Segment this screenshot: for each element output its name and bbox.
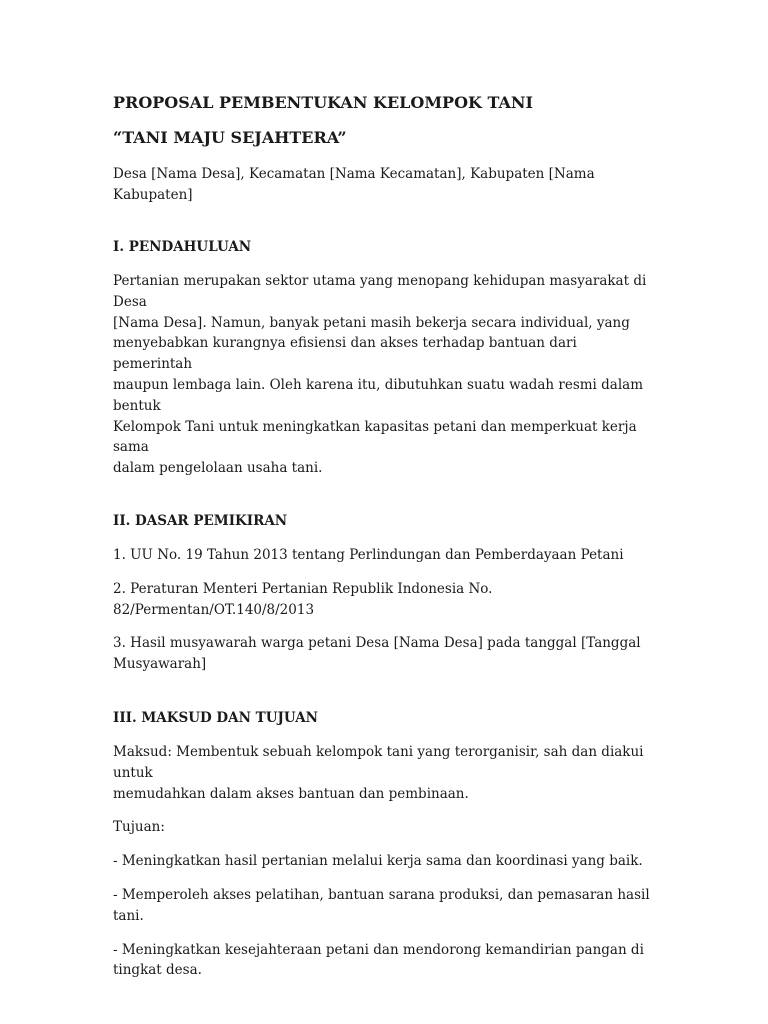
text-line: tingkat desa. [113,962,202,979]
section-heading-maksud: III. MAKSUD DAN TUJUAN [113,709,319,726]
document-subtitle: “TANI MAJU SEJAHTERA” [113,128,347,147]
text-line: Kelompok Tani untuk meningkatkan kapasitas petani dan memperkuat kerja sama [113,418,637,456]
text-line: memudahkan dalam akses bantuan dan pembinaan. [113,785,469,802]
list-item-dasar-2 [113,579,658,621]
text-line: - Memperoleh akses pelatihan, bantuan sarana produksi, dan pemasaran hasil tani. [113,886,650,924]
list-item-dasar-1 [113,545,658,566]
text-line: menyebabkan kurangnya efisiensi dan akses terhadap bantuan dari pemerintah [113,335,577,373]
document-page [113,92,658,981]
text-line: - Meningkatkan hasil pertanian melalui kerja sama dan koordinasi yang baik. [113,853,643,870]
document-location: Desa [Nama Desa], Kecamatan [Nama Kecamatan], Kabupaten [Nama Kabupaten] [113,166,595,203]
text-line: 82/Permentan/OT.140/8/2013 [113,601,315,618]
section-heading-dasar: II. DASAR PEMIKIRAN [113,512,288,529]
list-item-tujuan-3 [113,940,658,982]
list-item-tujuan-2 [113,885,658,927]
text-line: 1. UU No. 19 Tahun 2013 tentang Perlindungan dan Pemberdayaan Petani [113,546,624,563]
paragraph-pendahuluan [113,271,658,479]
text-line: [Nama Desa]. Namun, banyak petani masih bekerja secara individual, yang [113,314,630,331]
text-line: 2. Peraturan Menteri Pertanian Republik Indonesia No. [113,580,493,597]
text-line: dalam pengelolaan usaha tani. [113,460,323,477]
text-line: maupun lembaga lain. Oleh karena itu, dibutuhkan suatu wadah resmi dalam bentuk [113,376,644,414]
paragraph-maksud [113,742,658,804]
tujuan-label [113,817,658,838]
document-title: PROPOSAL PEMBENTUKAN KELOMPOK TANI [113,93,534,112]
text-line: 3. Hasil musyawarah warga petani Desa [Nama Desa] pada tanggal [Tanggal [113,635,641,652]
text-line: - Meningkatkan kesejahteraan petani dan mendorong kemandirian pangan di [113,941,644,958]
list-item-tujuan-1 [113,851,658,872]
section-heading-pendahuluan: I. PENDAHULUAN [113,239,252,255]
list-item-dasar-3 [113,633,658,675]
text-line: Pertanian merupakan sektor utama yang menopang kehidupan masyarakat di Desa [113,273,647,310]
text-line: Maksud: Membentuk sebuah kelompok tani yang terorganisir, sah dan diakui untuk [113,743,644,781]
text-line: Tujuan: [113,819,165,836]
text-line: Musyawarah] [113,656,207,673]
